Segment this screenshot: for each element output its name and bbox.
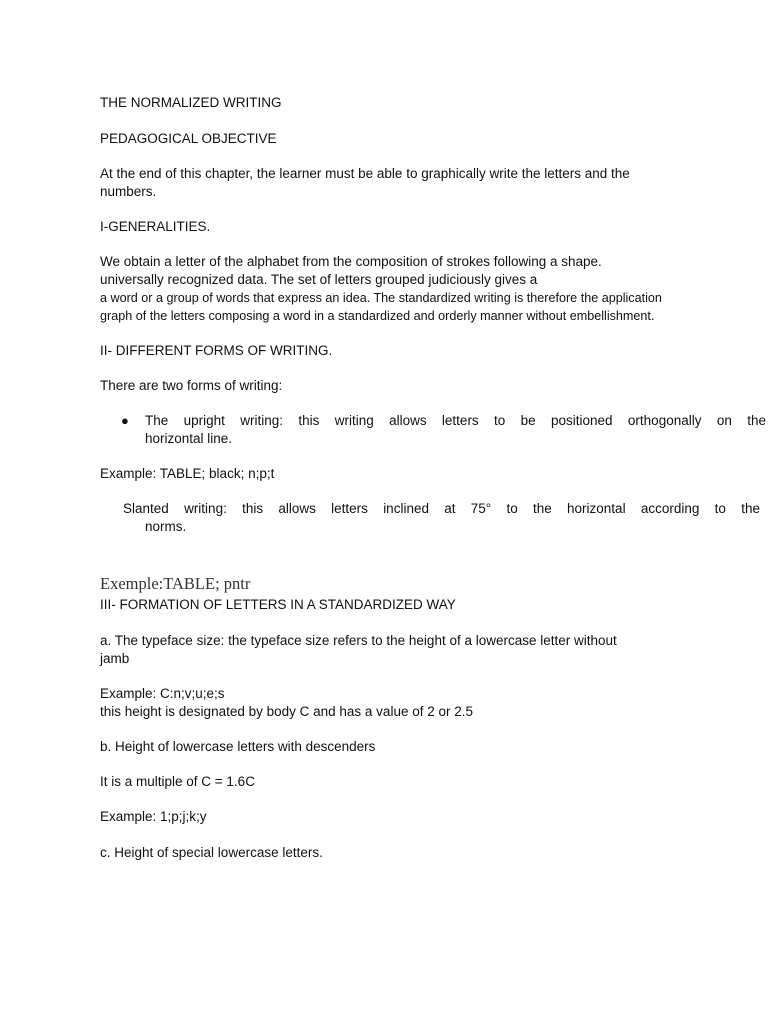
document-title: THE NORMALIZED WRITING <box>100 95 282 110</box>
section1-heading: I-GENERALITIES. <box>100 219 211 234</box>
example-upright: Example: TABLE; black; n;p;t <box>100 466 275 481</box>
section2-intro: There are two forms of writing: <box>100 378 283 393</box>
section1-text-line-4: graph of the letters composing a word in a standardized and orderly manner without embellishment. <box>100 309 655 323</box>
section2-heading: II- DIFFERENT FORMS OF WRITING. <box>100 343 333 358</box>
objective-text-line-1: At the end of this chapter, the learner must be able to graphically write the letters and the <box>100 166 630 181</box>
typeface-example-line-2: this height is designated by body C and has a value of 2 or 2.5 <box>100 704 473 719</box>
section3-heading: III- FORMATION OF LETTERS IN A STANDARDIZED WAY <box>100 597 456 612</box>
example-slanted: Exemple:TABLE; pntr <box>100 574 251 593</box>
section1-text-line-3: a word or a group of words that express an idea. The standardized writing is therefore the application <box>100 291 662 305</box>
upright-writing-line-1: The upright writing: this writing allows letters to be positioned orthogonally on the <box>145 413 766 428</box>
objective-heading: PEDAGOGICAL OBJECTIVE <box>100 131 277 146</box>
slanted-writing-line-2: norms. <box>145 519 187 534</box>
typeface-size-line-2: jamb <box>100 651 130 666</box>
section1-text-line-2: universally recognized data. The set of letters grouped judiciously gives a <box>100 272 538 287</box>
descenders-example: Example: 1;p;j;k;y <box>100 809 207 824</box>
bullet-dot-icon: ● <box>121 413 129 428</box>
descenders-text: It is a multiple of C = 1.6C <box>100 774 255 789</box>
section1-text-line-1: We obtain a letter of the alphabet from the composition of strokes following a shape. <box>100 254 602 269</box>
upright-writing-line-2: horizontal line. <box>145 431 233 446</box>
descenders-heading: b. Height of lowercase letters with descenders <box>100 739 376 754</box>
typeface-example-line-1: Example: C:n;v;u;e;s <box>100 686 225 701</box>
typeface-size-line-1: a. The typeface size: the typeface size refers to the height of a lowercase letter without <box>100 633 617 648</box>
objective-text-line-2: numbers. <box>100 184 157 199</box>
special-letters-heading: c. Height of special lowercase letters. <box>100 845 323 860</box>
slanted-writing-line-1: Slanted writing: this allows letters inclined at 75° to the horizontal according to the <box>123 501 760 516</box>
